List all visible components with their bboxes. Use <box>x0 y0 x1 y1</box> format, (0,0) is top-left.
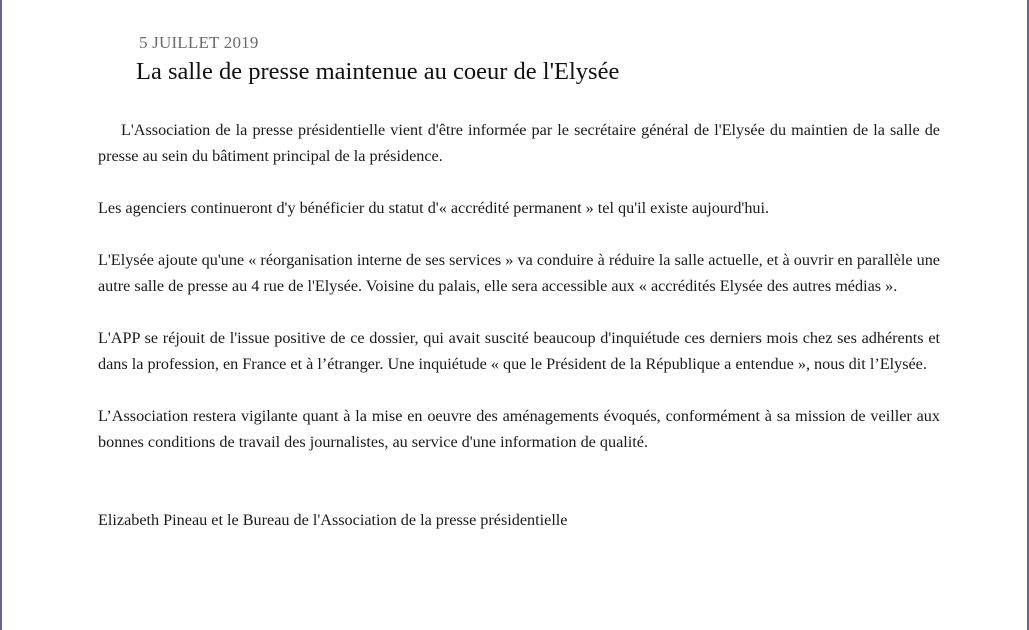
paragraph-5: L’Association restera vigilante quant à la mise en oeuvre des aménagements évoqués, conformément à sa mission de veiller aux bonnes conditions de travail des journalistes, au service d'une information de qualité. <box>98 407 940 451</box>
article-body <box>98 117 940 533</box>
paragraph-2: Les agenciers continueront d'y bénéficier du statut d'« accrédité permanent » tel qu'il existe aujourd'hui. <box>98 199 770 217</box>
paragraph-3: L'Elysée ajoute qu'une « réorganisation interne de ses services » va conduire à réduire la salle actuelle, et à ouvrir en parallèle une autre salle de presse au 4 rue de l'Elysée. Voisine du palais, elle sera accessible aux « accrédités Elysée des autres médias ». <box>98 251 940 295</box>
paragraph-4: L'APP se réjouit de l'issue positive de ce dossier, qui avait suscité beaucoup d'inquiétude ces derniers mois chez ses adhérents et dans la profession, en France et à l’étranger. Une inquiétude « que le Président de la République a entendue », nous dit l’Elysée. <box>98 329 940 373</box>
paragraph-1: L'Association de la presse présidentielle vient d'être informée par le secrétaire général de l'Elysée du maintien de la salle de presse au sein du bâtiment principal de la présidence. <box>98 121 940 165</box>
article-date: 5 JUILLET 2019 <box>139 33 259 52</box>
signature: Elizabeth Pineau et le Bureau de l'Association de la presse présidentielle <box>98 511 568 529</box>
article-title: La salle de presse maintenue au coeur de l'Elysée <box>136 58 620 85</box>
